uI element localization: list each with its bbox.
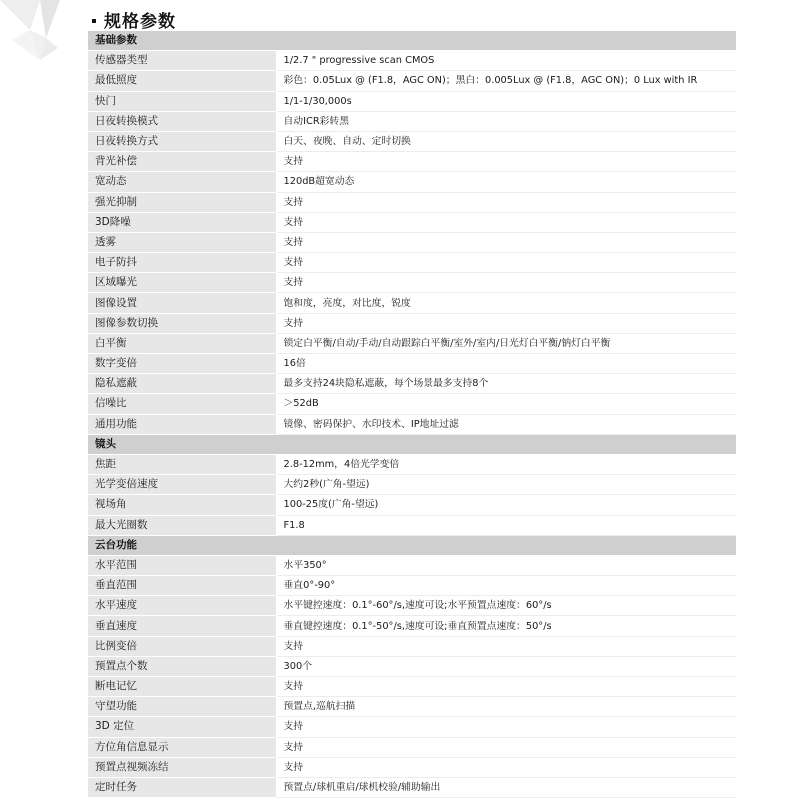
section-title: 云台功能 <box>88 535 736 555</box>
table-row <box>88 636 736 656</box>
spec-value: 支持 <box>276 636 736 656</box>
spec-value: 支持 <box>276 192 736 212</box>
spec-value: 饱和度，亮度，对比度，锐度 <box>276 293 736 313</box>
table-row <box>88 555 736 575</box>
spec-label: 背光补偿 <box>88 152 276 172</box>
spec-value: 垂直键控速度：0.1°-50°/s,速度可设;垂直预置点速度：50°/s <box>276 616 736 636</box>
spec-value: 彩色：0.05Lux @ (F1.8，AGC ON)；黑白：0.005Lux @ (F1.8，AGC ON)；0 Lux with IR <box>276 71 736 91</box>
spec-label: 电子防抖 <box>88 253 276 273</box>
spec-label: 最低照度 <box>88 71 276 91</box>
table-row <box>88 777 736 797</box>
spec-value: 垂直0°-90° <box>276 576 736 596</box>
table-row <box>88 475 736 495</box>
spec-value: 支持 <box>276 232 736 252</box>
spec-label: 定时任务 <box>88 777 276 797</box>
spec-label: 垂直速度 <box>88 616 276 636</box>
decorative-corner-graphic <box>0 0 90 80</box>
spec-value: 支持 <box>276 152 736 172</box>
spec-value: 120dB超宽动态 <box>276 172 736 192</box>
spec-value: 水平350° <box>276 555 736 575</box>
spec-value: 100-25度(广角-望远) <box>276 495 736 515</box>
spec-label: 3D降噪 <box>88 212 276 232</box>
section-title: 镜头 <box>88 434 736 454</box>
spec-label: 视场角 <box>88 495 276 515</box>
spec-label: 区域曝光 <box>88 273 276 293</box>
spec-table <box>88 31 736 798</box>
spec-value: 预置点/球机重启/球机校验/辅助输出 <box>276 777 736 797</box>
spec-label: 比例变倍 <box>88 636 276 656</box>
spec-label: 预置点视频冻结 <box>88 757 276 777</box>
table-row <box>88 394 736 414</box>
spec-value: 自动ICR彩转黑 <box>276 111 736 131</box>
table-row <box>88 677 736 697</box>
spec-value: 支持 <box>276 253 736 273</box>
table-row <box>88 253 736 273</box>
spec-label: 宽动态 <box>88 172 276 192</box>
table-row <box>88 656 736 676</box>
table-row <box>88 333 736 353</box>
table-row <box>88 616 736 636</box>
table-row <box>88 313 736 333</box>
table-row <box>88 192 736 212</box>
spec-label: 强光抑制 <box>88 192 276 212</box>
spec-value: 支持 <box>276 737 736 757</box>
spec-label: 光学变倍速度 <box>88 475 276 495</box>
table-row <box>88 737 736 757</box>
table-row <box>88 414 736 434</box>
spec-label: 焦距 <box>88 454 276 474</box>
spec-value: 支持 <box>276 717 736 737</box>
spec-value: 300个 <box>276 656 736 676</box>
spec-label: 3D 定位 <box>88 717 276 737</box>
section-header <box>88 434 736 454</box>
table-row <box>88 515 736 535</box>
spec-label: 守望功能 <box>88 697 276 717</box>
spec-label: 垂直范围 <box>88 576 276 596</box>
table-row <box>88 454 736 474</box>
spec-label: 方位角信息显示 <box>88 737 276 757</box>
table-row <box>88 172 736 192</box>
spec-label: 最大光圈数 <box>88 515 276 535</box>
spec-value: F1.8 <box>276 515 736 535</box>
table-row <box>88 757 736 777</box>
spec-value: 1/1-1/30,000s <box>276 91 736 111</box>
table-row <box>88 374 736 394</box>
title-bullet-icon <box>92 19 96 23</box>
spec-value: 大约2秒(广角-望远) <box>276 475 736 495</box>
table-row <box>88 354 736 374</box>
spec-value: 支持 <box>276 677 736 697</box>
page-title-text: 规格参数 <box>104 11 176 32</box>
table-row <box>88 111 736 131</box>
table-row <box>88 212 736 232</box>
spec-label: 水平速度 <box>88 596 276 616</box>
spec-value: 16倍 <box>276 354 736 374</box>
spec-label: 快门 <box>88 91 276 111</box>
table-row <box>88 152 736 172</box>
spec-label: 通用功能 <box>88 414 276 434</box>
spec-label: 日夜转换方式 <box>88 131 276 151</box>
spec-value: 支持 <box>276 313 736 333</box>
table-row <box>88 495 736 515</box>
table-row <box>88 717 736 737</box>
spec-label: 断电记忆 <box>88 677 276 697</box>
section-header <box>88 31 736 51</box>
page-title <box>92 8 176 30</box>
table-row <box>88 51 736 71</box>
table-row <box>88 293 736 313</box>
spec-value: 2.8-12mm，4倍光学变倍 <box>276 454 736 474</box>
table-row <box>88 131 736 151</box>
spec-value: 预置点,巡航扫描 <box>276 697 736 717</box>
spec-value: 1/2.7 " progressive scan CMOS <box>276 51 736 71</box>
spec-value: 白天、夜晚、自动、定时切换 <box>276 131 736 151</box>
spec-value: 最多支持24块隐私遮蔽，每个场景最多支持8个 <box>276 374 736 394</box>
spec-value: 锁定白平衡/自动/手动/自动跟踪白平衡/室外/室内/日光灯白平衡/钠灯白平衡 <box>276 333 736 353</box>
section-header <box>88 535 736 555</box>
spec-value: 支持 <box>276 212 736 232</box>
table-row <box>88 232 736 252</box>
spec-label: 传感器类型 <box>88 51 276 71</box>
spec-label: 透雾 <box>88 232 276 252</box>
spec-label: 日夜转换模式 <box>88 111 276 131</box>
spec-value: 水平键控速度：0.1°-60°/s,速度可设;水平预置点速度：60°/s <box>276 596 736 616</box>
table-row <box>88 697 736 717</box>
spec-label: 信噪比 <box>88 394 276 414</box>
table-row <box>88 91 736 111</box>
spec-label: 数字变倍 <box>88 354 276 374</box>
spec-value: ＞52dB <box>276 394 736 414</box>
spec-value: 支持 <box>276 757 736 777</box>
spec-label: 图像设置 <box>88 293 276 313</box>
spec-label: 白平衡 <box>88 333 276 353</box>
spec-label: 预置点个数 <box>88 656 276 676</box>
spec-value: 镜像、密码保护、水印技术、IP地址过滤 <box>276 414 736 434</box>
spec-label: 水平范围 <box>88 555 276 575</box>
table-row <box>88 273 736 293</box>
spec-label: 图像参数切换 <box>88 313 276 333</box>
spec-value: 支持 <box>276 273 736 293</box>
spec-label: 隐私遮蔽 <box>88 374 276 394</box>
section-title: 基础参数 <box>88 31 736 51</box>
table-row <box>88 71 736 91</box>
table-row <box>88 596 736 616</box>
table-row <box>88 576 736 596</box>
